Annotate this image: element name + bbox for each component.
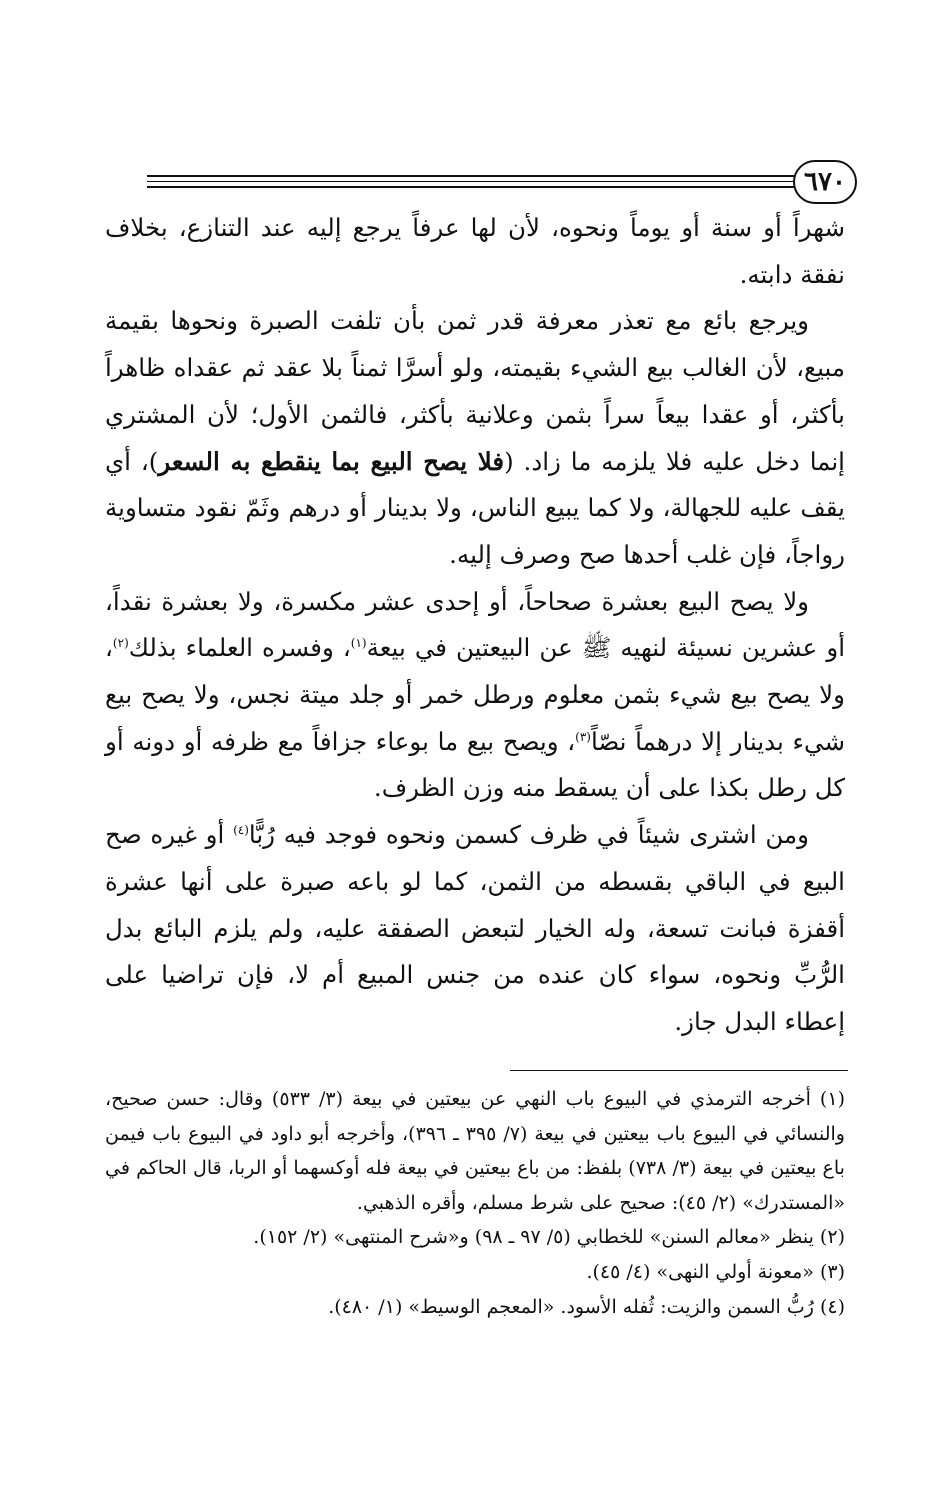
header-rule <box>147 181 805 182</box>
main-text <box>105 205 845 1046</box>
paragraph-text: ، ولا يصح بيع شيء بثمن معلوم ورطل خمر أو جلد ميتة نجس، ولا يصح بيع شيء بدينار إلا درهماً نصّاً <box>105 633 845 756</box>
footnote: (٢) ينظر «معالم السنن» للخطابي (٥/ ٩٧ ـ ٩٨) و«شرح المنتهى» (٢/ ١٥٢). <box>253 1226 845 1249</box>
footnote-ref: (٣) <box>575 729 591 744</box>
paragraph <box>105 205 845 298</box>
paragraph <box>105 298 845 578</box>
footnote-separator <box>510 1070 848 1071</box>
footnote-ref: (١) <box>350 636 367 651</box>
paragraph <box>105 812 845 1046</box>
footnote-ref: (٢) <box>112 636 129 651</box>
footnote: (٣) «معونة أولي النهى» (٤/ ٤٥). <box>586 1260 845 1283</box>
footnotes <box>105 1082 845 1324</box>
paragraph-text: ولا يصح البيع بعشرة صحاحاً، أو إحدى عشر مكسرة، ولا بعشرة نقداً، أو عشرين نسيئة لنهيه ﷺ عن البيعتين في بيعة <box>105 586 845 663</box>
paragraph-text: ، ويصح بيع ما بوعاء جزافاً مع ظرفه أو دونه أو كل رطل بكذا على أن يسقط منه وزن الظرف. <box>105 726 845 803</box>
footnote: (١) أخرجه الترمذي في البيوع باب النهي عن بيعتين في بيعة (٣/ ٥٣٣) وقال: حسن صحيح، والنسائي في البيوع باب بيعتين في بيعة (٧/ ٣٩٥ ـ ٣٩٦)، وأخرجه أبو داود في البيوع باب فيمن باع بيعتين في بيعة (٣/ ٧٣٨) بلفظ: من باع بيعتين في بيعة فله أوكسهما أو الربا، قال الحاكم في «المستدرك» (٢/ ٤٥): صحيح على شرط مسلم، وأقره الذهبي. <box>105 1088 845 1214</box>
paragraph-text: ومن اشترى شيئاً في ظرف كسمن ونحوه فوجد فيه رُبًّا <box>248 820 809 850</box>
paragraph-text: ويرجع بائع مع تعذر معرفة قدر ثمن بأن تلفت الصبرة ونحوها بقيمة مبيع، لأن الغالب بيع الشيء بقيمته، ولو أسرَّا ثمناً بلا عقد ثم عقداه ظاهراً بأكثر، أو عقدا بيعاً سراً بثمن وعلانية بأكثر، فالثمن الأول؛ لأن المشتري إنما دخل عليه فلا يلزمه ما زاد. ( <box>105 306 845 476</box>
page-header <box>147 158 857 210</box>
page-number: ٦٧٠ <box>793 160 857 204</box>
paragraph <box>105 579 845 813</box>
header-rule <box>147 175 805 177</box>
paragraph-text: شهراً أو سنة أو يوماً ونحوه، لأن لها عرفاً يرجع إليه عند التنازع، بخلاف نفقة دابته. <box>105 213 845 289</box>
paragraph-text: ، وفسره العلماء بذلك <box>128 633 351 663</box>
footnote-ref: (٤) <box>233 822 249 837</box>
paragraph-text: )، أي يقف عليه للجهالة، ولا كما يبيع الناس، ولا بدينار أو درهم وثَمّ نقود متساوية رواجاً، فإن غلب أحدها صح وصرف إليه. <box>105 446 845 569</box>
header-rule <box>147 186 805 188</box>
matn-bold-text: فلا يصح البيع بما ينقطع به السعر <box>158 446 505 476</box>
paragraph-text: أو غيره صح البيع في الباقي بقسطه من الثمن، كما لو باعه صبرة على أنها عشرة أقفزة فبانت تسعة، وله الخيار لتبعض الصفقة عليه، ولم يلزم البائع بدل الرُّبِّ ونحوه، سواء كان عنده من جنس المبيع أم لا، فإن تراضيا على إعطاء البدل جاز. <box>105 820 845 1036</box>
footnote: (٤) رُبُّ السمن والزيت: ثُفله الأسود. «المعجم الوسيط» (١/ ٤٨٠). <box>328 1295 845 1318</box>
